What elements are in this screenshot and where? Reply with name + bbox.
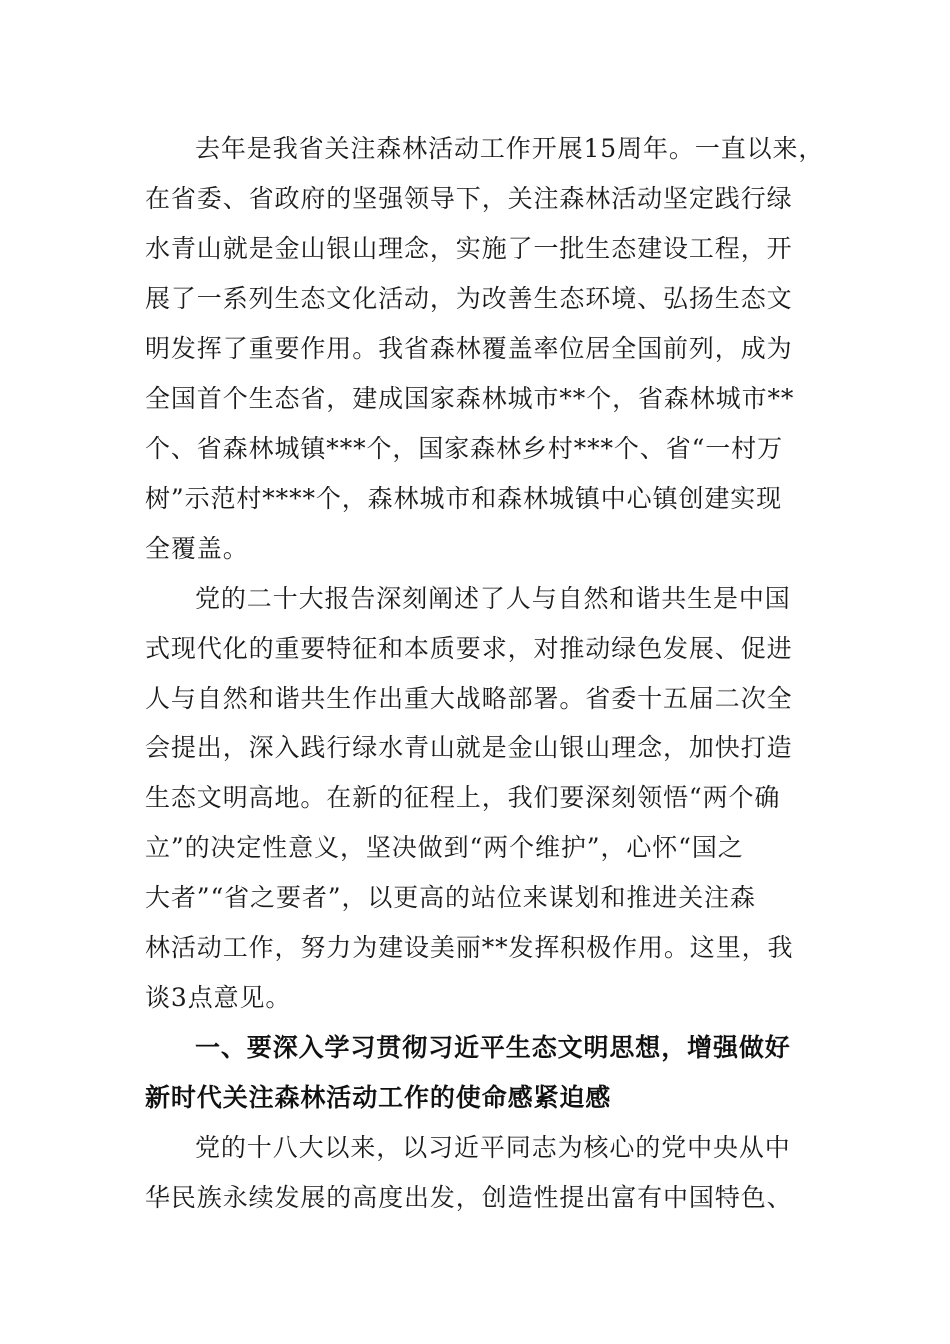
paragraph-2-line-7: 大者”“省之要者”，以更高的站位来谋划和推进关注森 bbox=[145, 883, 756, 912]
paragraph-1-line-5: 明发挥了重要作用。我省森林覆盖率位居全国前列，成为 bbox=[145, 334, 793, 363]
paragraph-1-line-7: 个、省森林城镇***个，国家森林乡村***个、省“一村万 bbox=[145, 434, 783, 463]
paragraph-2-line-9: 谈3点意见。 bbox=[145, 983, 292, 1012]
paragraph-2-line-1: 党的二十大报告深刻阐述了人与自然和谐共生是中国 bbox=[195, 584, 791, 613]
paragraph-1-line-1: 去年是我省关注森林活动工作开展15周年。一直以来， bbox=[195, 134, 825, 163]
paragraph-1-line-9: 全覆盖。 bbox=[145, 534, 249, 563]
paragraph-2-line-2: 式现代化的重要特征和本质要求，对推动绿色发展、促进 bbox=[145, 634, 793, 663]
paragraph-1-line-8: 树”示范村****个，森林城市和森林城镇中心镇创建实现 bbox=[145, 484, 783, 513]
paragraph-2-line-6: 立”的决定性意义，坚决做到“两个维护”，心怀“国之 bbox=[145, 833, 744, 862]
paragraph-1-line-4: 展了一系列生态文化活动，为改善生态环境、弘扬生态文 bbox=[145, 284, 793, 313]
paragraph-3-line-2: 华民族永续发展的高度出发，创造性提出富有中国特色、 bbox=[145, 1183, 793, 1212]
paragraph-2-line-5: 生态文明高地。在新的征程上，我们要深刻领悟“两个确 bbox=[145, 783, 781, 812]
paragraph-3-line-1: 党的十八大以来，以习近平同志为核心的党中央从中 bbox=[195, 1133, 791, 1162]
paragraph-2-line-3: 人与自然和谐共生作出重大战略部署。省委十五届二次全 bbox=[145, 684, 793, 713]
paragraph-2-line-4: 会提出，深入践行绿水青山就是金山银山理念，加快打造 bbox=[145, 733, 793, 762]
paragraph-1-line-2: 在省委、省政府的坚强领导下，关注森林活动坚定践行绿 bbox=[145, 184, 793, 213]
paragraph-1-line-6: 全国首个生态省，建成国家森林城市**个，省森林城市** bbox=[145, 384, 795, 413]
section-heading-line-1: 一、要深入学习贯彻习近平生态文明思想，增强做好 bbox=[195, 1033, 791, 1062]
paragraph-2-line-8: 林活动工作，努力为建设美丽**发挥积极作用。这里，我 bbox=[145, 933, 794, 962]
section-heading-line-2: 新时代关注森林活动工作的使命感紧迫感 bbox=[145, 1083, 612, 1112]
paragraph-1-line-3: 水青山就是金山银山理念，实施了一批生态建设工程，开 bbox=[145, 234, 793, 263]
